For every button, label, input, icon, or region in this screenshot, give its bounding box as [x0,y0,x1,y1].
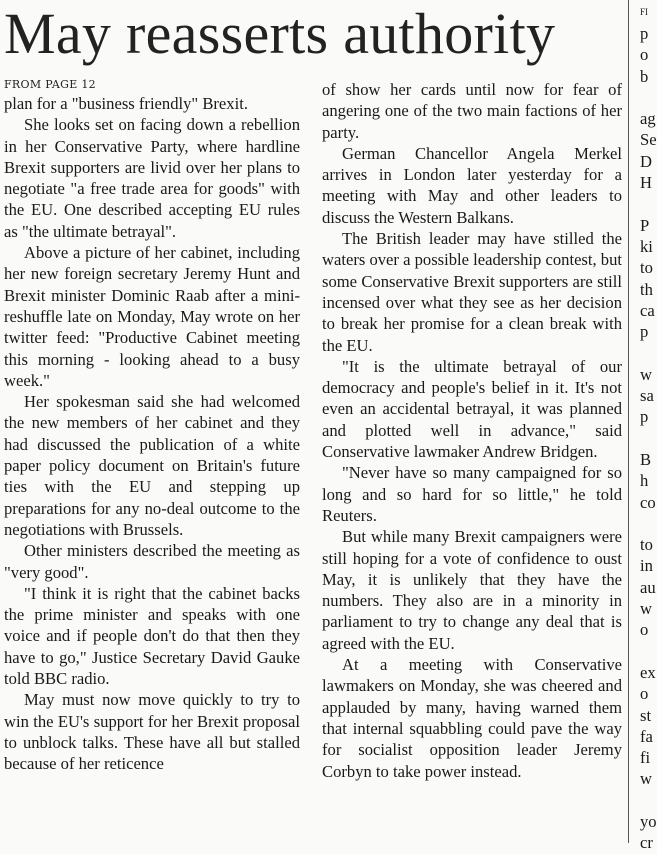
paragraph: "I think it is right that the cabinet backs the prime minister and speaks with one voice and if people don't do that then they have to go," Justice Secretary David Gauke told BBC radio. [4,583,300,689]
text-fragment: p [640,24,649,43]
text-fragment: co [640,492,656,512]
text-fragment [640,342,654,363]
column-divider [628,0,629,843]
continued-from-label: FROM PAGE 12 [4,78,96,91]
paragraph: May must now move quickly to try to win the EU's support for her Brexit proposal to unblock talks. These have all but stalled because of her reticence [4,690,300,774]
article-column-left [4,93,300,775]
text-fragment: FI [640,7,649,17]
text-fragment: ca [640,300,655,320]
text-fragment [640,641,654,662]
text-fragment: o [640,45,649,65]
text-fragment: ag [640,109,656,129]
text-fragment [640,790,654,811]
text-fragment: st [640,705,652,725]
paragraph: "Never have so many campaigned for so long and so hard for so little," he told Reuters. [322,463,622,525]
text-fragment: w [640,769,652,789]
text-fragment: w [640,599,652,619]
text-fragment: ki [640,236,653,256]
paragraph: plan for a "business friendly" Brexit. [4,94,248,113]
text-fragment [640,193,654,214]
text-fragment: B [640,449,652,469]
text-fragment: fa [640,726,653,746]
text-fragment: yo [640,811,657,831]
paragraph: German Chancellor Angela Merkel arrives in London later yesterday for a meeting with May and other leaders to discuss the Western Balkans. [322,143,622,227]
text-fragment: b [640,66,649,86]
text-fragment: p [640,322,649,342]
text-fragment [640,428,654,449]
paragraph: Her spokesman said she had welcomed the new members of her cabinet and they had discussed the publication of a white paper policy document on Britain's future ties with the EU and stepping up preparations for any no-deal outcome to the negotiations with Brussels. [4,392,300,539]
text-fragment [640,87,654,108]
text-fragment: o [640,684,649,704]
text-fragment: cr [640,833,653,853]
text-fragment: th [640,279,653,299]
text-fragment: P [640,215,650,235]
text-fragment: D [640,151,652,171]
article-column-right-cropped [640,0,657,853]
text-fragment: h [640,471,649,491]
paragraph: But while many Brexit campaigners were still hoping for a vote of confidence to oust May, it is unlikely that they have the numbers. They also are in a minority in parliament to try to change any deal that is agreed with the EU. [322,527,622,653]
paragraph: of show her cards until now for fear of angering one of the two main factions of her party. [322,80,622,142]
paragraph: "It is the ultimate betrayal of our democracy and people's belief in it. It's not even an accidental betrayal, it was planned and plotted well in advance," said Conservative lawmaker Andrew Bridgen. [322,356,622,462]
headline: May reasserts authority [4,1,556,66]
paragraph: She looks set on facing down a rebellion in her Conservative Party, where hardline Brexit supporters are livid over her plans to negotiate "a free trade area for goods" with the EU. One described accepting EU rules as "the ultimate betrayal". [4,115,300,241]
paragraph: The British leader may have stilled the waters over a possible leadership contest, but some Conservative Brexit supporters are still incensed over what they see as her decision to break her promise for a clean break with the EU. [322,229,622,355]
paragraph: At a meeting with Conservative lawmakers on Monday, she was cheered and applauded by many, having warned them that internal squabbling could pave the way for socialist opposition leader Jeremy Corbyn to take power instead. [322,655,622,781]
text-fragment: sa [640,386,654,406]
text-fragment: H [640,173,652,193]
text-fragment: o [640,620,649,640]
text-fragment: au [640,577,656,597]
text-fragment: w [640,364,652,384]
text-fragment: to [640,535,653,555]
text-fragment [640,513,654,534]
paragraph: Other ministers described the meeting as "very good". [4,541,300,582]
article-column-middle [322,79,622,782]
paragraph: Above a picture of her cabinet, including her new foreign secretary Jeremy Hunt and Brexit minister Dominic Raab after a mini-reshuffle late on Monday, May wrote on her twitter feed: "Productive Cabinet meeting this morning - looking ahead to a busy week." [4,243,300,390]
text-fragment: ex [640,662,656,682]
text-fragment: to [640,258,653,278]
text-fragment: Se [640,130,657,150]
text-fragment: fi [640,748,651,768]
text-fragment: p [640,407,649,427]
text-fragment: in [640,556,653,576]
